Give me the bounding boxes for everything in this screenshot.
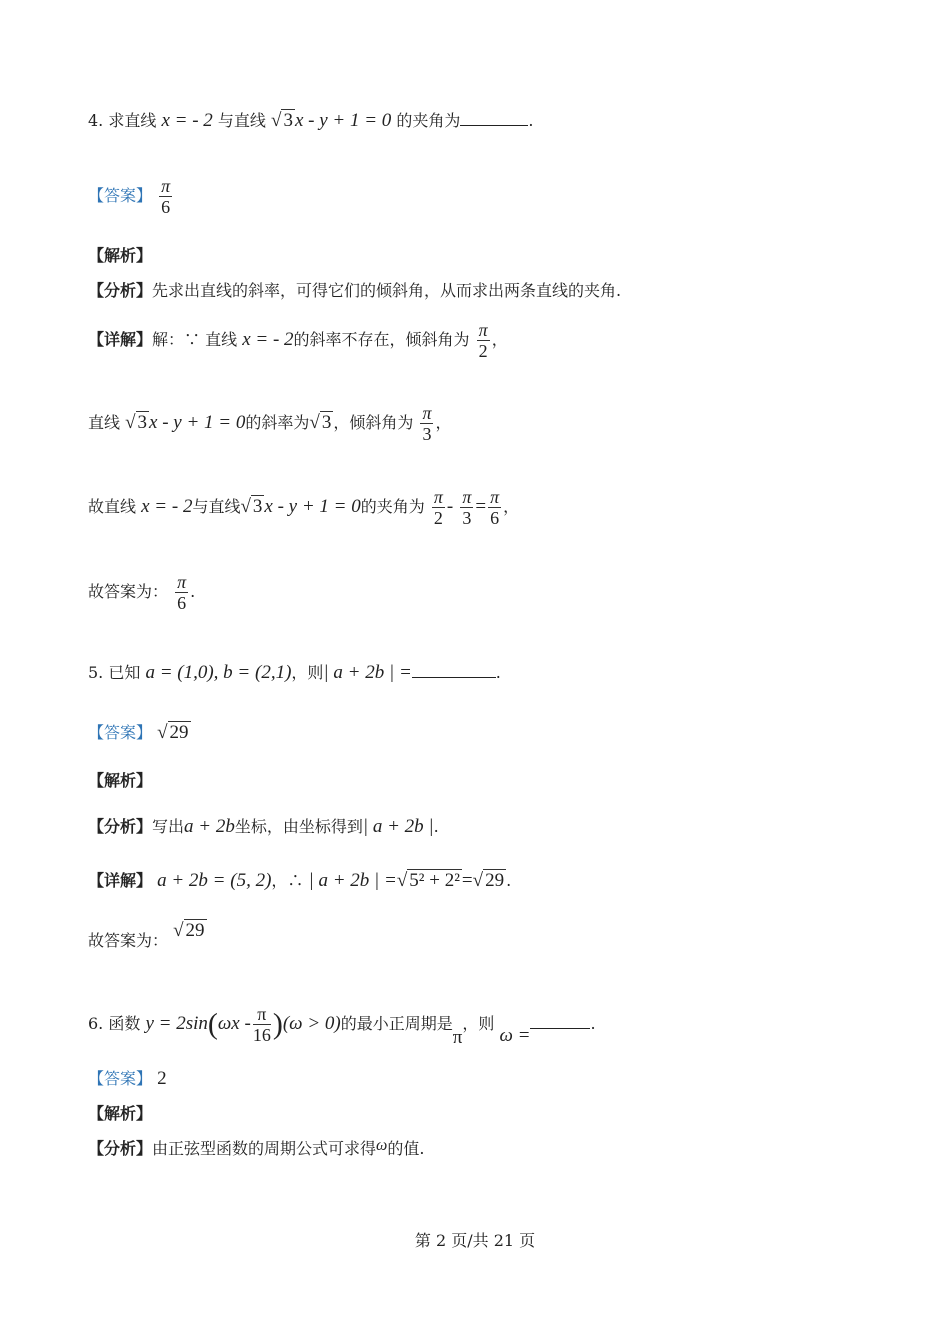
q4-l2-c: ，倾斜角为: [333, 413, 414, 432]
q4-l2-a: 直线: [88, 413, 121, 432]
q6-fraction: $\frac{\pi}{16}$: [252, 1004, 271, 1045]
q6-analysis: [88, 1103, 152, 1125]
q4-detail-fraction: $\frac{\pi}{2}$: [478, 320, 488, 361]
question-4: [88, 110, 533, 132]
q6-fenxi: [88, 1138, 424, 1161]
q4-l3-eq: x = - 2: [141, 496, 193, 517]
analysis-tag: 【解析】: [88, 246, 153, 265]
q4-l2-b: 的斜率为: [245, 413, 310, 432]
q6-pi: π: [452, 1027, 463, 1048]
q4-final: [88, 572, 195, 613]
q6-fenxi-omega: ω: [376, 1137, 388, 1154]
q5-detail: [88, 870, 511, 892]
q5-fenxi-eq: a + 2b: [184, 816, 235, 837]
q5-eq: a = (1,0), b = (2,1): [145, 662, 292, 683]
q4-l3-a: 故直线: [88, 497, 137, 516]
detail-tag: 【详解】: [88, 871, 153, 890]
q5-prefix: 5. 已知: [88, 663, 141, 682]
fenxi-tag: 【分析】: [88, 1139, 153, 1158]
q4-fenxi: [88, 280, 621, 302]
q5-fenxi-end: .: [433, 817, 439, 836]
q4-eq2: √ 3 x - y + 1 = 0: [271, 110, 392, 131]
q4-detail: [88, 320, 508, 361]
q4-detail-line3: [88, 487, 519, 528]
q4-suffix: 的夹角为: [396, 111, 461, 130]
fenxi-tag: 【分析】: [88, 281, 153, 300]
q4-l3-equals: =: [475, 496, 487, 517]
q5-final: [88, 920, 207, 952]
q5-final-a: 故答案为：: [88, 931, 169, 950]
q6-fenxi-b: 的值.: [387, 1139, 425, 1158]
q6-eq-cond: (ω > 0): [282, 1013, 341, 1034]
q6-fenxi-a: 由正弦型函数的周期公式可求得: [152, 1139, 377, 1158]
q5-fenxi-abs: | a + 2b |: [362, 816, 434, 837]
q5-fenxi-b: 坐标，由坐标得到: [234, 817, 363, 836]
q4-detail-end: ，: [491, 330, 508, 349]
q5-detail-abs: | a + 2b | =: [308, 870, 397, 891]
q4-eq1: x = - 2: [161, 110, 213, 131]
q4-l3-frac1: $\frac{\pi}{2}$: [433, 487, 443, 528]
q5-fenxi-a: 写出: [152, 817, 185, 836]
q6-mid: 的最小正周期是: [340, 1014, 453, 1033]
q5-detail-sep: ，∴: [271, 871, 304, 890]
q6-end: .: [590, 1014, 596, 1033]
q4-l2-end: ，: [435, 413, 452, 432]
answer-blank: [460, 111, 528, 126]
q4-mid: 与直线: [217, 111, 266, 130]
answer-blank: [530, 1014, 590, 1029]
answer-tag: 【答案】: [88, 1069, 153, 1088]
answer-tag: 【答案】: [88, 186, 153, 205]
q6-lparen: (: [207, 1007, 218, 1041]
q4-fenxi-text: 先求出直线的斜率，可得它们的倾斜角，从而求出两条直线的夹角.: [152, 281, 622, 300]
q4-detail-a: 解：∵ 直线: [152, 330, 238, 349]
q4-detail-line2: [88, 403, 452, 444]
q4-end: .: [528, 111, 534, 130]
q4-l3-eq2: √ 3 x - y + 1 = 0: [240, 496, 361, 517]
q5-answer-sqrt: √ 29: [157, 722, 189, 743]
q5-detail-sqrt1: √ 5² + 2²: [396, 870, 460, 891]
q6-answer: [88, 1068, 167, 1090]
fenxi-tag: 【分析】: [88, 817, 153, 836]
q4-final-a: 故答案为：: [88, 582, 169, 601]
q6-eq-a: y = 2sin: [145, 1013, 208, 1034]
q6-sep: ，则: [462, 1014, 495, 1033]
question-6: [88, 1004, 596, 1048]
q4-prefix: 4. 求直线: [88, 111, 157, 130]
q4-l3-c: 的夹角为: [360, 497, 425, 516]
page-footer: 第 2 页/共 21 页: [414, 1231, 536, 1250]
q6-omega: ω =: [499, 1025, 531, 1046]
q4-l2-sqrt: √ 3: [309, 412, 332, 433]
q4-detail-b: 的斜率不存在，倾斜角为: [293, 330, 470, 349]
q4-l3-b: 与直线: [192, 497, 241, 516]
detail-tag: 【详解】: [88, 330, 153, 349]
q4-l3-frac2: $\frac{\pi}{3}$: [462, 487, 472, 528]
q4-l3-frac3: $\frac{\pi}{6}$: [490, 487, 500, 528]
q4-l2-eq: √ 3 x - y + 1 = 0: [125, 412, 246, 433]
q5-analysis: [88, 770, 152, 792]
answer-blank: [412, 663, 496, 678]
q5-mid: ，则: [291, 663, 324, 682]
analysis-tag: 【解析】: [88, 1104, 153, 1123]
q6-answer-value: 2: [157, 1068, 167, 1089]
q4-final-end: .: [190, 582, 196, 601]
q5-fenxi: [88, 816, 439, 838]
q6-rparen: ): [272, 1007, 283, 1041]
analysis-tag: 【解析】: [88, 771, 153, 790]
q4-analysis: [88, 245, 152, 267]
q5-abs: | a + 2b | =: [323, 662, 412, 683]
q5-end: .: [495, 663, 501, 682]
q5-final-sqrt: √ 29: [173, 920, 205, 941]
q6-prefix: 6. 函数: [88, 1014, 141, 1033]
q5-detail-equals: =: [461, 870, 473, 891]
q5-answer: [88, 722, 191, 744]
q4-final-fraction: $\frac{\pi}{6}$: [177, 572, 187, 613]
q6-eq-in: ωx -: [217, 1013, 251, 1034]
q5-detail-sqrt2: √ 29: [472, 870, 505, 891]
q5-detail-eq: a + 2b = (5, 2): [157, 870, 272, 891]
answer-tag: 【答案】: [88, 723, 153, 742]
q4-l2-fraction: $\frac{\pi}{3}$: [422, 403, 432, 444]
q4-l3-end: ，: [503, 497, 520, 516]
q5-detail-end: .: [506, 871, 512, 890]
q4-l3-minus: -: [446, 496, 454, 517]
question-5: [88, 662, 501, 684]
q4-answer: [88, 176, 174, 217]
q4-detail-eq: x = - 2: [242, 329, 294, 350]
q4-answer-fraction: $\frac{\pi}{6}$: [161, 176, 171, 217]
